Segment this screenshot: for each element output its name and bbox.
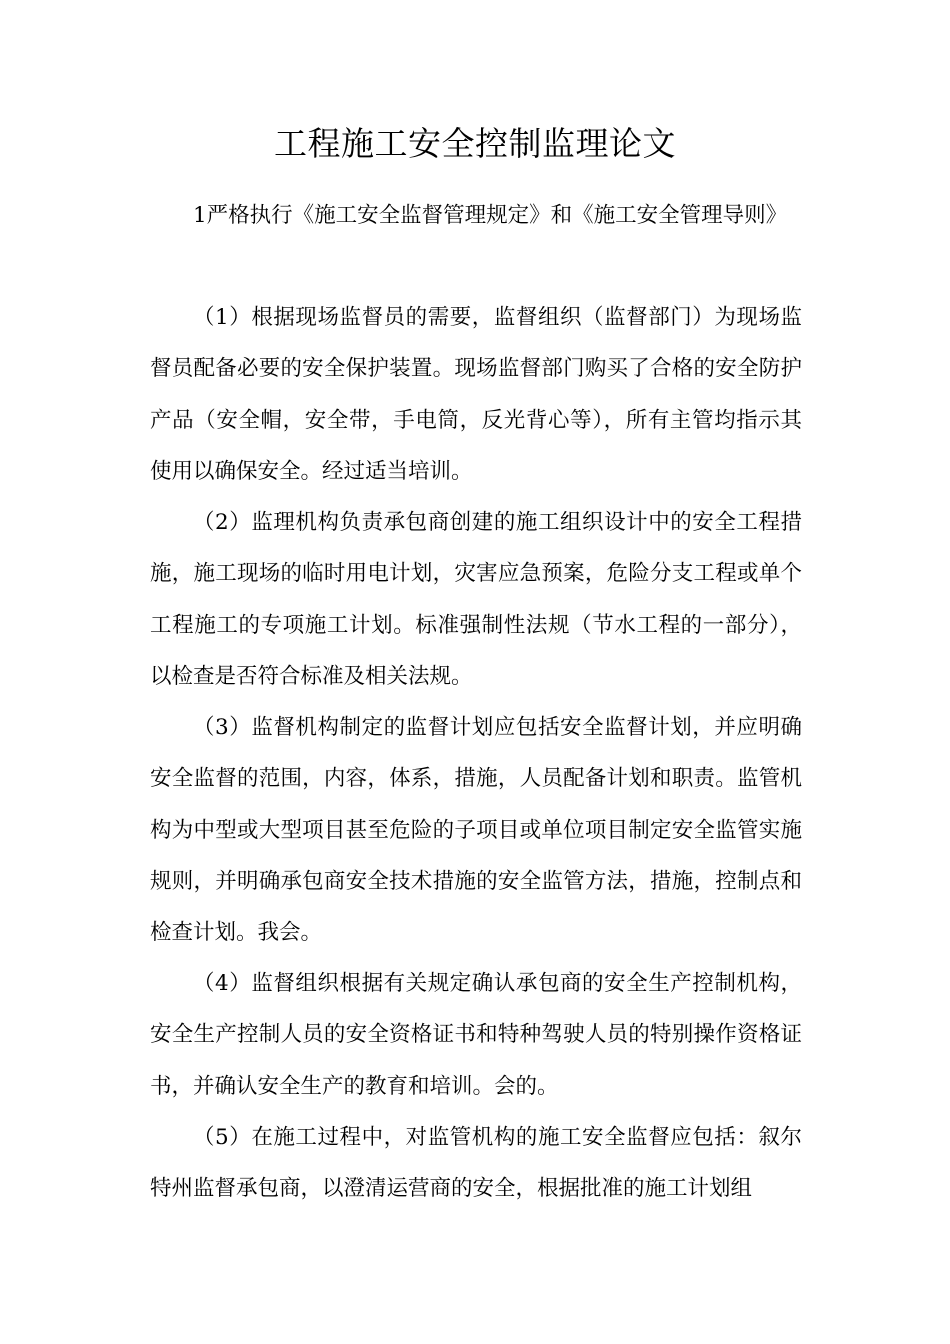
paragraph-1: （1）根据现场监督员的需要，监督组织（监督部门）为现场监督员配备必要的安全保护装置。现场监督部门购买了合格的安全防护产品（安全帽，安全带，手电筒，反光背心等），所有主管均指示其使用以确保安全。经过适当培训。: [150, 305, 802, 484]
paragraph-2: （2）监理机构负责承包商创建的施工组织设计中的安全工程措施，施工现场的临时用电计划，灾害应急预案，危险分支工程或单个工程施工的专项施工计划。标准强制性法规（节水工程的一部分），以检查是否符合标准及相关法规。: [150, 510, 802, 689]
paragraph-4: （4）监督组织根据有关规定确认承包商的安全生产控制机构，安全生产控制人员的安全资格证书和特种驾驶人员的特别操作资格证书，并确认安全生产的教育和培训。会的。: [150, 971, 802, 1099]
paragraph-3: （3）监督机构制定的监督计划应包括安全监督计划，并应明确安全监督的范围，内容，体系，措施，人员配备计划和职责。监管机构为中型或大型项目甚至危险的子项目或单位项目制定安全监管实施规则，并明确承包商安全技术措施的安全监管方法，措施，控制点和检查计划。我会。: [150, 715, 802, 946]
section-heading: 1严格执行《施工安全监督管理规定》和《施工安全管理导则》: [193, 203, 788, 228]
paragraph-5: （5）在施工过程中，对监管机构的施工安全监督应包括：叙尔特州监督承包商，以澄清运营商的安全，根据批准的施工计划组: [150, 1125, 802, 1202]
document-title: 工程施工安全控制监理论文: [274, 124, 676, 163]
